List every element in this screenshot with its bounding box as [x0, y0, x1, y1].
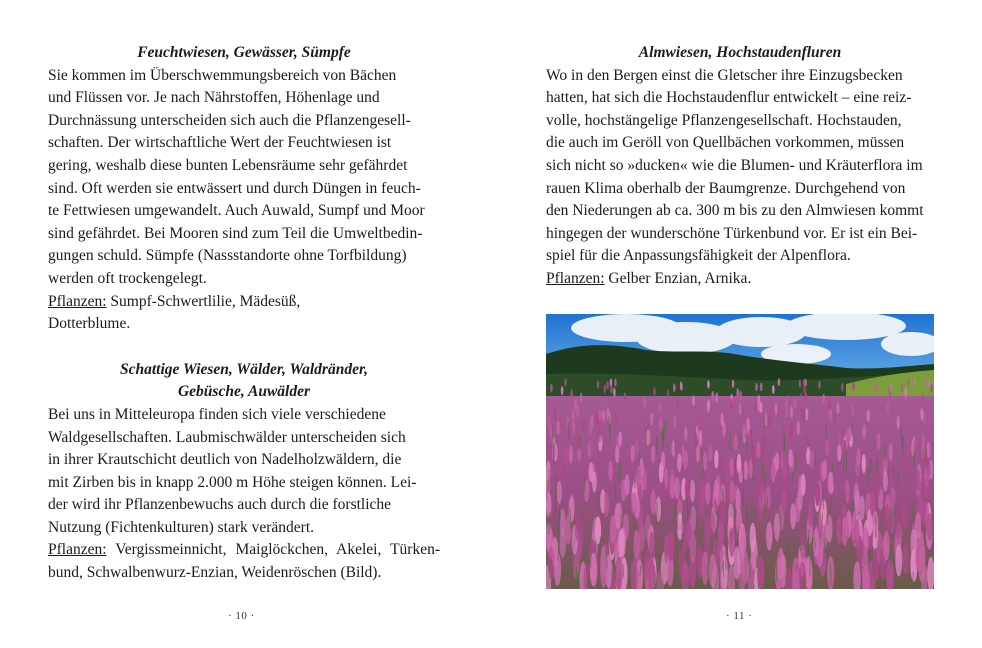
fireweed-spike [803, 385, 806, 394]
fireweed-spike [795, 497, 801, 522]
fireweed-spike [699, 430, 703, 446]
plants-label: Pflanzen: [48, 541, 107, 559]
plants-line: Dotterblume. [48, 315, 131, 333]
fireweed-spike [782, 461, 787, 481]
fireweed-spike [833, 411, 836, 424]
fireweed-spike [673, 415, 676, 428]
plants-label: Pflanzen: [48, 292, 107, 310]
flower-stem [576, 566, 577, 585]
fireweed-spike [707, 464, 712, 485]
text-line: der wird ihr Pflanzenbewuchs auch durch die forstliche [48, 496, 392, 514]
flower-stem [662, 432, 663, 444]
fireweed-spike [930, 384, 933, 393]
fireweed-spike [675, 477, 680, 500]
fireweed-spike [569, 446, 573, 464]
plants-line: bund, Schwalbenwurz-Enzian, Weidenröschen (Bild). [48, 564, 382, 582]
section-heading-almwiesen: Almwiesen, Hochstaudenfluren [638, 44, 842, 61]
fireweed-spike [613, 388, 616, 397]
text-line: werden oft trockengelegt. [48, 269, 207, 287]
fireweed-spike [760, 383, 763, 392]
fireweed-spike [851, 404, 854, 416]
fireweed-spike [694, 432, 698, 448]
fireweed-spike [651, 445, 655, 463]
fireweed-spike [826, 515, 832, 543]
fireweed-spike [853, 381, 855, 389]
fireweed-spike [559, 415, 562, 428]
text-line: sind gefährdet. Bei Mooren sind zum Teil die Umweltbedin- [48, 224, 423, 242]
fireweed-spike [732, 380, 734, 388]
fireweed-spike [895, 544, 902, 576]
text-line: hatten, hat sich die Hochstaudenflur entwickelt – eine reiz- [546, 89, 912, 107]
fireweed-spike [890, 384, 893, 393]
flower-stem [731, 532, 732, 545]
plants-label: Pflanzen: [546, 269, 605, 287]
fireweed-spike [790, 406, 793, 418]
flower-stem [559, 509, 560, 528]
text-line: gering, weshalb diese bunten Lebensräume sehr gefährdet [48, 156, 408, 174]
fireweed-spike [647, 430, 651, 446]
fireweed-spike [922, 394, 925, 404]
fireweed-spike [854, 519, 860, 548]
fireweed-spike [615, 445, 619, 463]
fireweed-spike [800, 529, 807, 559]
fireweed-spike [800, 393, 803, 403]
fireweed-spike [546, 461, 551, 481]
fireweed-spike [902, 542, 909, 574]
flower-stem [823, 490, 824, 510]
section-heading-schattige-wiesen: Schattige Wiesen, Wälder, Waldränder, [119, 360, 369, 378]
fireweed-spike [635, 425, 639, 440]
fireweed-spike [610, 379, 612, 387]
fireweed-spike [698, 415, 701, 428]
fireweed-spike [739, 404, 742, 416]
fireweed-spike [884, 504, 890, 530]
text-line: Wo in den Bergen einst die Gletscher ihre Einzugsbecken [546, 66, 903, 84]
text-line: rauen Klima oberhalb der Baumgrenze. Durchgehend von [546, 179, 906, 197]
fireweed-spike [692, 395, 695, 406]
flower-stem [913, 572, 914, 589]
flower-stem [708, 556, 709, 576]
fireweed-spike [670, 476, 675, 498]
fireweed-spike [742, 424, 746, 439]
flower-stem [623, 564, 624, 578]
fireweed-spike [724, 408, 727, 420]
fireweed-spike [739, 390, 742, 400]
fireweed-spike [841, 383, 844, 392]
flower-stem [874, 561, 875, 578]
fireweed-spike [729, 480, 734, 503]
fireweed-spike [778, 378, 780, 386]
fireweed-spike [926, 458, 931, 478]
fireweed-spike [906, 439, 910, 456]
fireweed-spike [905, 388, 908, 397]
fireweed-spike [808, 501, 814, 527]
fireweed-spike [572, 409, 575, 422]
fireweed-spike [721, 555, 728, 589]
fireweed-spike [889, 444, 893, 462]
fireweed-spike [589, 420, 593, 434]
fireweed-spike [608, 461, 613, 481]
flower-stem [813, 577, 814, 589]
fireweed-spike [592, 471, 597, 493]
fireweed-spike [770, 403, 773, 415]
plants-list: Sumpf-Schwertlilie, Mädesüß, [106, 292, 301, 310]
plants-line [48, 291, 440, 314]
section-body-feuchtwiesen [48, 65, 440, 336]
fireweed-spike [726, 462, 731, 482]
fireweed-spike [766, 522, 772, 551]
text-line: hingegen der wunderschöne Türkenbund vor. Er ist ein Bei- [546, 224, 918, 242]
text-line: sich nicht so »ducken« wie die Blumen- und Kräuterflora im [546, 156, 923, 174]
fireweed-spike [829, 409, 832, 421]
fireweed-spike [862, 454, 866, 473]
fireweed-spike [883, 530, 890, 560]
fireweed-spike [667, 389, 670, 399]
text-line: die auch im Geröll von Quellbächen vorkommen, müssen [546, 134, 905, 152]
fireweed-spike [610, 515, 616, 543]
flower-stem [687, 496, 688, 519]
fireweed-spike [550, 384, 553, 393]
fireweed-spike [927, 513, 933, 541]
fireweed-spike [690, 506, 696, 533]
fireweed-spike [604, 492, 610, 517]
fireweed-spike [772, 385, 775, 394]
fireweed-spike [557, 481, 562, 504]
fireweed-spike [775, 404, 778, 416]
fireweed-spike [637, 465, 642, 486]
fireweed-spike [728, 503, 734, 529]
fireweed-spike [846, 428, 850, 443]
section-heading-feuchtwiesen: Feuchtwiesen, Gewässer, Sümpfe [137, 44, 351, 61]
flower-stem [570, 508, 571, 529]
flower-stem [676, 500, 677, 517]
fireweed-spike [756, 441, 760, 458]
fireweed-spike [707, 380, 709, 388]
flower-stem [824, 539, 825, 559]
fireweed-spike [600, 418, 603, 432]
fireweed-spike [618, 527, 624, 557]
fireweed-spike [548, 547, 555, 580]
fireweed-spike [803, 409, 806, 422]
fireweed-spike [680, 382, 683, 391]
fireweed-spike [836, 403, 839, 415]
fireweed-spike [895, 512, 901, 540]
fireweed-spike [827, 437, 831, 454]
fireweed-spike [801, 474, 806, 496]
text-line: Durchnässung unterscheiden sich auch die Pflanzengesell- [48, 111, 411, 129]
text-line: Nutzung (Fichtenkulturen) stark verändert. [48, 518, 314, 536]
fireweed-spike [707, 402, 710, 413]
section-body-almwiesen [546, 65, 934, 291]
fireweed-spike [651, 490, 656, 514]
fireweed-spike [561, 386, 564, 395]
fireweed-spike [790, 422, 794, 437]
fireweed-spike [708, 444, 712, 462]
fireweed-spike [733, 547, 740, 580]
fireweed-spike [653, 387, 656, 396]
fireweed-spike [924, 477, 929, 500]
fireweed-spike [645, 514, 651, 542]
fireweed-spike [928, 380, 930, 388]
fireweed-spike [855, 490, 860, 514]
text-line: volle, hochstängelige Pflanzengesellschaft. Hochstauden, [546, 111, 902, 129]
flower-stem [871, 458, 872, 472]
section-heading-schattige-wiesen-line2: Gebüsche, Auwälder [177, 383, 311, 401]
fireweed-spike [757, 401, 760, 412]
fireweed-spike [874, 384, 877, 393]
fireweed-spike [677, 453, 681, 472]
text-line: den Niederungen ab ca. 300 m bis zu den Almwiesen kommt [546, 202, 924, 220]
text-line: Sie kommen im Überschwemmungsbereich von Bächen [48, 66, 397, 84]
fireweed-spike [614, 379, 616, 387]
fireweed-spike [785, 405, 788, 417]
fireweed-spike [918, 398, 921, 409]
fireweed-spike [862, 425, 866, 440]
text-line: te Fettwiesen umgewandelt. Auch Auwald, Sumpf und Moor [48, 202, 425, 220]
fireweed-spike [737, 454, 741, 473]
fireweed-spike [703, 452, 707, 471]
fireweed-spike [684, 426, 688, 441]
fireweed-spike [625, 474, 630, 496]
fireweed-spike [591, 437, 595, 454]
fireweed-spike [570, 389, 573, 399]
fireweed-spike [720, 413, 723, 426]
fireweed-spike [856, 448, 860, 466]
fireweed-spike [813, 527, 819, 557]
plants-line [48, 539, 440, 562]
fireweed-spike [699, 493, 705, 518]
fireweed-spike [796, 421, 800, 435]
fireweed-spike [659, 463, 664, 483]
fireweed-spike [736, 388, 739, 397]
fireweed-spike [886, 403, 889, 415]
fireweed-spike [659, 417, 662, 431]
flower-stem [657, 436, 658, 456]
fireweed-spike [730, 399, 733, 410]
fireweed-spike [714, 450, 718, 469]
fireweed-spike [658, 402, 661, 413]
fireweed-spike [796, 395, 799, 406]
fireweed-spike [925, 379, 927, 387]
fireweed-spike [569, 497, 575, 522]
fireweed-spike [921, 441, 925, 458]
fireweed-spike [777, 548, 784, 581]
fireweed-spike [823, 460, 828, 480]
fireweed-spike [715, 392, 718, 402]
fireweed-spike [690, 479, 695, 502]
fireweed-spike [551, 414, 554, 427]
fireweed-spike [564, 445, 568, 463]
fireweed-spike [547, 415, 550, 428]
fireweed-spike [799, 380, 801, 388]
plants-list: Gelber Enzian, Arnika. [604, 269, 752, 287]
section-body-schattige-wiesen [48, 404, 440, 585]
fireweed-spike [755, 383, 758, 392]
fireweed-spike [673, 383, 676, 392]
plants-line [546, 268, 934, 291]
fireweed-spike [650, 413, 653, 426]
flower-stem [556, 493, 557, 513]
fireweed-spike [907, 379, 909, 387]
fireweed-spike [707, 425, 711, 440]
fireweed-spike [754, 401, 757, 412]
fireweed-spike [604, 384, 607, 393]
fireweed-spike [809, 450, 813, 469]
fireweed-spike [857, 403, 860, 415]
fireweed-spike [903, 455, 907, 474]
fireweed-spike [582, 419, 586, 433]
fireweed-spike [684, 451, 688, 470]
flower-stem [780, 510, 781, 526]
plants-list: Vergissmeinnicht, Maiglöckchen, Akelei, Türken- [106, 541, 440, 559]
fireweed-spike [771, 462, 776, 482]
fireweed-spike [711, 391, 714, 401]
text-line: sind. Oft werden sie entwässert und durch Düngen in feuch- [48, 179, 421, 197]
text-line: gungen schuld. Sümpfe (Nassstandorte ohne Torfbildung) [48, 247, 407, 265]
fireweed-spike [690, 533, 697, 564]
flower-stem [626, 541, 627, 552]
fireweed-spike [815, 483, 820, 506]
flower-stem [893, 468, 894, 480]
flower-stem [661, 503, 662, 517]
fireweed-spike [580, 392, 583, 402]
text-line: mit Zirben bis in knapp 2.000 m Höhe steigen können. Lei- [48, 473, 417, 491]
fireweed-spike [901, 384, 904, 393]
fireweed-spike [915, 470, 920, 491]
fireweed-spike [897, 416, 900, 430]
left-page [48, 0, 440, 648]
text-line: spiel für die Anpassungsfähigkeit der Alpenflora. [546, 247, 851, 265]
fireweed-spike [631, 492, 636, 517]
fireweed-spike [734, 434, 738, 450]
fireweed-spike [775, 452, 779, 471]
fireweed-spike [635, 438, 639, 455]
page-number-left: · 10 · [228, 610, 255, 622]
flower-stem [753, 464, 754, 482]
flower-stem [828, 512, 829, 525]
fireweed-spike [714, 480, 719, 503]
fireweed-spike [867, 410, 870, 423]
fireweed-spike [877, 433, 881, 449]
fireweed-spike [631, 445, 635, 463]
fireweed-spike [643, 397, 646, 408]
fireweed-spike [758, 495, 764, 520]
flower-stem [730, 432, 731, 452]
fireweed-spike [597, 451, 601, 470]
fireweed-spike [913, 378, 915, 386]
fireweed-spike [822, 394, 825, 404]
flower-stem [639, 452, 640, 466]
fireweed-spike [781, 489, 786, 513]
fireweed-spike [718, 454, 722, 473]
fireweed-spike [794, 399, 797, 410]
fireweed-spike [575, 514, 581, 542]
fireweed-spike [572, 420, 576, 434]
fireweed-spike [610, 385, 613, 394]
fireweed-spike [876, 474, 881, 496]
text-line: Bei uns in Mitteleuropa finden sich viele verschiedene [48, 405, 386, 423]
fireweed-spike [828, 399, 831, 410]
fireweed-spike [574, 399, 577, 410]
flower-stem [852, 423, 853, 436]
text-line: Waldgesellschaften. Laubmischwälder unterscheiden sich [48, 428, 406, 446]
flower-stem [752, 430, 753, 449]
fireweed-spike [633, 530, 640, 560]
fireweed-meadow-photo [546, 314, 934, 589]
fireweed-spike [883, 470, 888, 492]
fireweed-spike [615, 556, 622, 589]
fireweed-spike [596, 413, 599, 426]
fireweed-spike [742, 406, 745, 418]
fireweed-spike [843, 440, 847, 457]
fireweed-spike [618, 431, 622, 447]
flower-stem [846, 449, 847, 472]
fireweed-spike [902, 503, 908, 529]
text-line: schaften. Der wirtschaftliche Wert der Feuchtwiesen ist [48, 134, 392, 152]
fireweed-spike [597, 380, 599, 388]
fireweed-spike [910, 529, 917, 559]
fireweed-spike [720, 500, 726, 526]
page-number-right: · 11 · [726, 610, 753, 622]
fireweed-spike [668, 530, 675, 560]
fireweed-spike [623, 392, 626, 402]
text-line: und Flüssen vor. Je nach Nährstoffen, Höhenlage und [48, 89, 380, 107]
fireweed-spike [818, 381, 820, 389]
fireweed-spike [761, 444, 765, 462]
fireweed-spike [920, 408, 923, 420]
fireweed-spike [606, 381, 608, 389]
fireweed-spike [676, 398, 679, 409]
fireweed-spike [705, 482, 710, 505]
text-line: in ihrer Krautschicht deutlich von Nadelholzwäldern, die [48, 451, 402, 469]
fireweed-spike [797, 453, 801, 472]
fireweed-spike [564, 379, 566, 387]
flower-stem [621, 463, 622, 480]
flower-stem [868, 466, 869, 486]
fireweed-spike [746, 417, 749, 431]
fireweed-spike [615, 411, 618, 424]
